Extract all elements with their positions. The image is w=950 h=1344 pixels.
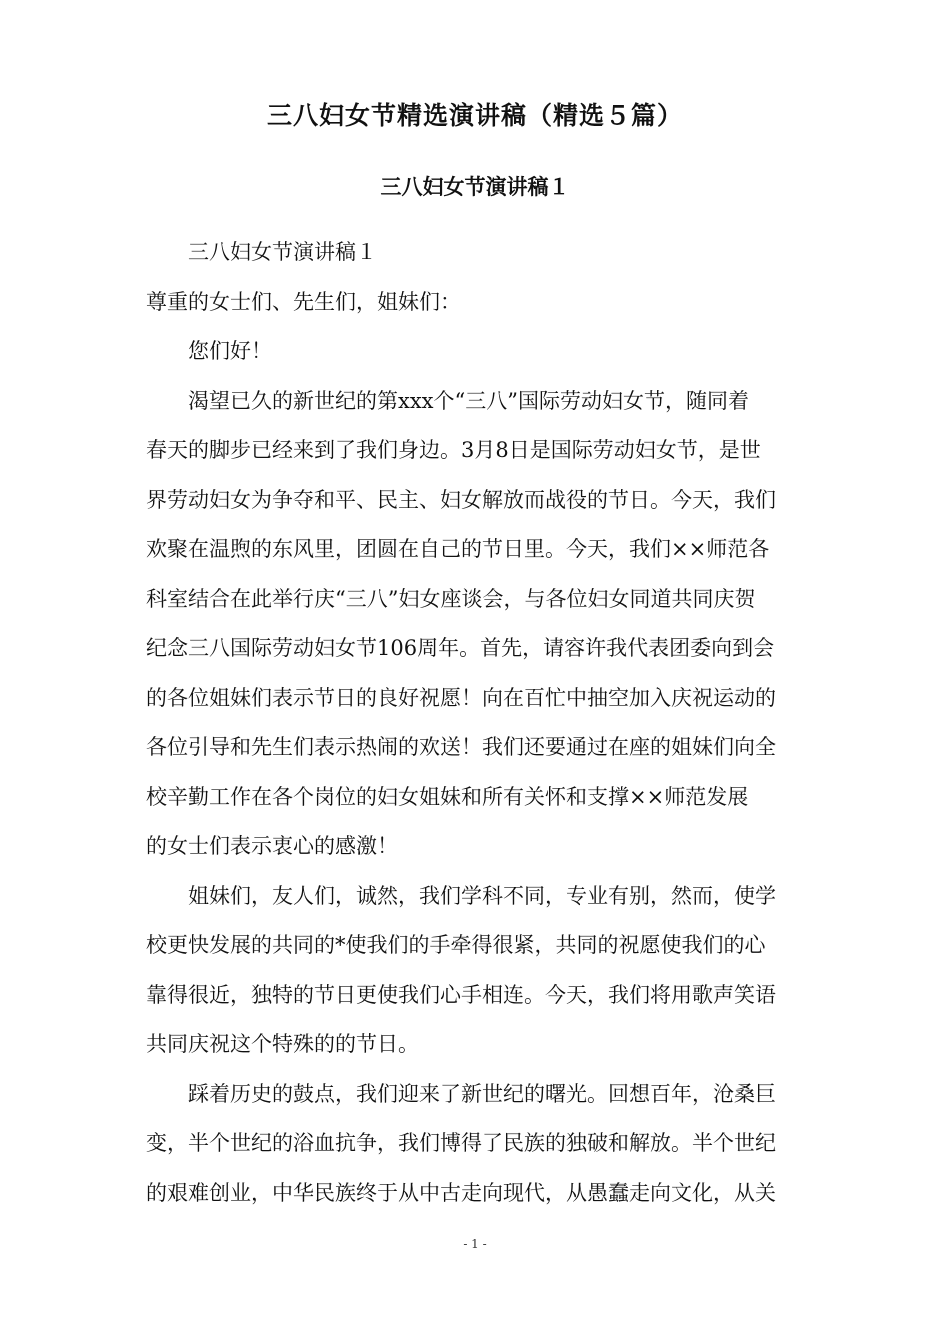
paragraph-line: 变，半个世纪的浴血抗争，我们博得了民族的独破和解放。半个世纪 [146, 1131, 776, 1155]
page-number: - 1 - [463, 1237, 487, 1251]
paragraph-line: 渴望已久的新世纪的第xxx个“三八”国际劳动妇女节，随同着 [188, 389, 749, 413]
paragraph-line: 的女士们表示衷心的感激！ [146, 834, 398, 858]
paragraph-line: 科室结合在此举行庆“三八”妇女座谈会，与各位妇女同道共同庆贺 [146, 587, 756, 611]
paragraph-line: 校更快发展的共同的*使我们的手牵得很紧，共同的祝愿使我们的心 [146, 933, 766, 957]
paragraph-line: 靠得很近，独特的节日更使我们心手相连。今天，我们将用歌声笑语 [146, 983, 776, 1007]
paragraph-line: 校辛勤工作在各个岗位的妇女姐妹和所有关怀和支撑××师范发展 [146, 785, 749, 809]
salutation-line: 尊重的女士们、先生们，姐妹们： [146, 290, 461, 314]
paragraph-line: 纪念三八国际劳动妇女节106周年。首先，请容许我代表团委向到会 [146, 636, 775, 660]
paragraph-line: 的各位姐妹们表示节日的良好祝愿！向在百忙中抽空加入庆祝运动的 [146, 686, 776, 710]
paragraph-line: 界劳动妇女为争夺和平、民主、妇女解放而战役的节日。今天，我们 [146, 488, 776, 512]
section-heading: 三八妇女节演讲稿１ [380, 174, 570, 199]
paragraph-line: 的艰难创业，中华民族终于从中古走向现代，从愚蠢走向文化，从关 [146, 1181, 776, 1205]
greeting-line: 您们好！ [188, 339, 272, 363]
paragraph-line: 姐妹们，友人们，诚然，我们学科不同，专业有别，然而，使学 [188, 884, 776, 908]
paragraph-line: 欢聚在温煦的东风里，团圆在自己的节日里。今天，我们××师范各 [146, 537, 770, 561]
paragraph-line: 共同庆祝这个特殊的的节日。 [146, 1032, 419, 1056]
document-title: 三八妇女节精选演讲稿（精选５篇） [266, 101, 683, 130]
paragraph-line: 各位引导和先生们表示热闹的欢送！我们还要通过在座的姐妹们向全 [146, 735, 776, 759]
paragraph-line: 踩着历史的鼓点，我们迎来了新世纪的曙光。回想百年，沧桑巨 [188, 1082, 776, 1106]
speech-title-line: 三八妇女节演讲稿１ [188, 240, 377, 264]
paragraph-line: 春天的脚步已经来到了我们身边。3月8日是国际劳动妇女节，是世 [146, 438, 761, 462]
